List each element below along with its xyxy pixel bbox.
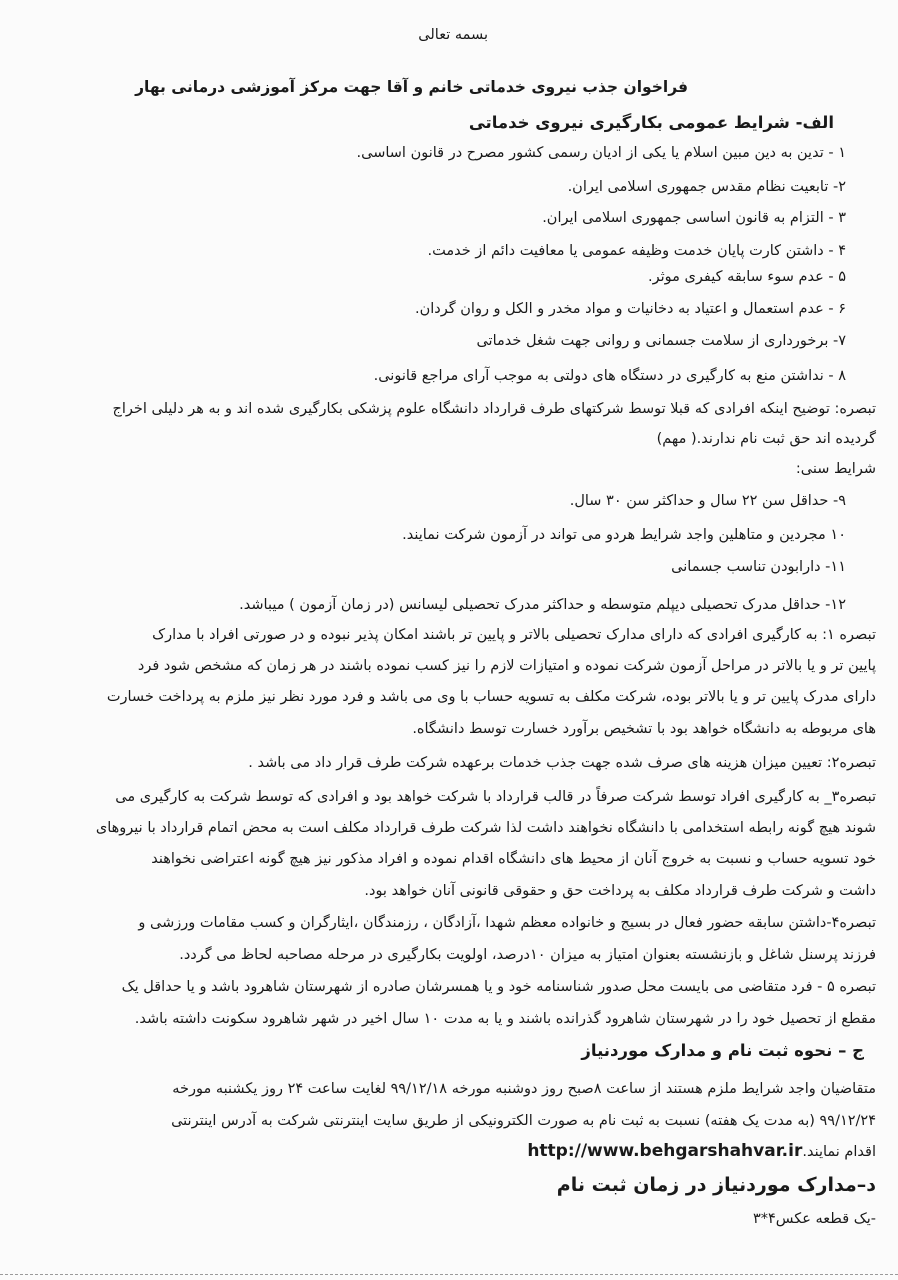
note-3-line-2: شوند هیچ گونه رابطه استخدامی با دانشگاه نخواهند داشت لذا شرکت طرف قرارداد مکلف است به محض اتمام قرارداد با نیروهای (95, 820, 876, 836)
condition-5: ۵ - عدم سوء سابقه کیفری موثر. (648, 269, 846, 285)
registration-line-1: متقاضیان واجد شرایط ملزم هستند از ساعت ۸صبح روز دوشنبه مورخه ۹۹/۱۲/۱۸ لغایت ساعت ۲۴ روز یکشنبه مورخه (172, 1081, 876, 1097)
note-3-line-1: تبصره۳_ به کارگیری افراد توسط شرکت صرفاً در قالب قرارداد با شرکت خواهد بود و افرادی که توسط شرکت به کارگیری می (115, 789, 876, 805)
condition-8: ۸ - نداشتن منع به کارگیری در دستگاه های دولتی به موجب آرای مراجع قانونی. (373, 368, 846, 384)
note-3-line-4: داشت و شرکت طرف قرارداد مکلف به پرداخت حق و حقوقی قانونی آنان خواهد بود. (364, 883, 876, 899)
condition-9: ۹- حداقل سن ۲۲ سال و حداکثر سن ۳۰ سال. (569, 493, 846, 509)
section-d-heading: د–مدارک موردنیاز در زمان ثبت نام (556, 1174, 876, 1196)
page-title: فراخوان جذب نیروی خدماتی خانم و آقا جهت مرکز آموزشی درمانی بهار (135, 78, 688, 96)
note-2: تبصره۲: تعیین میزان هزینه های صرف شده جهت جذب خدمات برعهده شرکت طرف قرار داد می باشد . (248, 755, 876, 771)
note-a-line-1: تبصره: توضیح اینکه افرادی که قبلا توسط شرکتهای طرف قرارداد دانشگاه علوم پزشکی بکارگیری شده اند و به هر دلیلی اخراج (112, 401, 876, 417)
condition-2: ۲- تابعیت نظام مقدس جمهوری اسلامی ایران. (567, 179, 846, 195)
condition-12: ۱۲- حداقل مدرک تحصیلی دیپلم متوسطه و حداکثر مدرک تحصیلی لیسانس (در زمان آزمون ) میباشد. (239, 597, 846, 613)
condition-1: ۱ - تدین به دین مبین اسلام یا یکی از ادیان رسمی کشور مصرح در قانون اساسی. (356, 145, 846, 161)
registration-tail: اقدام نمایند. (802, 1144, 876, 1160)
note-1-line-2: پایین تر و یا بالاتر در مراحل آزمون شرکت نموده و امتیازات لازم را نیز کسب نموده باشند در هر زمان که مشخص شود فرد (137, 658, 876, 674)
page-edge-divider (0, 1274, 898, 1277)
basmala: بسمه تعالی (418, 27, 488, 43)
registration-line-2: ۹۹/۱۲/۲۴ (به مدت یک هفته) نسبت به ثبت نام به صورت الکترونیکی از طریق سایت اینترنتی شرکت به آدرس اینترنتی (171, 1113, 876, 1129)
note-3-line-3: خود تسویه حساب و نسبت به خروج آنان از محیط های دانشگاه اقدام نموده و افراد مذکور نیز هیچ گونه اعتراضی نخواهند (151, 851, 876, 867)
note-4-line-1: تبصره۴-داشتن سابقه حضور فعال در بسیج و خانواده معظم شهدا ،آزادگان ، رزمندگان ،ایثارگران و کسب مقامات ورزشی و (138, 915, 876, 931)
condition-10: ۱۰ مجردین و متاهلین واجد شرایط هردو می تواند در آزمون شرکت نمایند. (402, 527, 846, 543)
note-1-line-1: تبصره ۱: به کارگیری افرادی که دارای مدارک تحصیلی بالاتر و پایین تر باشند امکان پذیر نبوده و در صورتی افراد با مدارک (152, 627, 876, 643)
note-4-line-2: فرزند پرسنل شاغل و بازنشسته بعنوان امتیاز به میزان ۱۰درصد، اولویت بکارگیری در مرحله مصاحبه لحاظ می گردد. (179, 947, 876, 963)
note-5-line-1: تبصره ۵ - فرد متقاضی می بایست محل صدور شناسنامه خود و یا همسرشان صادره از شهرستان شاهرود باشد و یا حداقل یک (121, 979, 876, 995)
note-a-line-2: گردیده اند حق ثبت نام ندارند.( مهم) (656, 431, 876, 447)
section-c-heading: ج – نحوه ثبت نام و مدارک موردنیاز (581, 1041, 864, 1060)
condition-4: ۴ - داشتن کارت پایان خدمت وظیفه عمومی یا معافیت دائم از خدمت. (427, 243, 846, 259)
condition-3: ۳ - التزام به قانون اساسی جمهوری اسلامی ایران. (542, 210, 846, 226)
required-document-1: -یک قطعه عکس۴*۳ (752, 1211, 876, 1227)
registration-line-3 (527, 1140, 876, 1163)
age-heading: شرایط سنی: (795, 461, 876, 477)
note-5-line-2: مقطع از تحصیل خود را در شهرستان شاهرود گذرانده باشند و یا به مدت ۱۰ سال اخیر در شهر شاهرود سکونت داشته باشد. (134, 1011, 876, 1027)
note-1-line-3: دارای مدرک پایین تر و یا بالاتر بوده، شرکت مکلف به تسویه حساب با وی می باشد و فرد مورد نظر نیز ملزم به پرداخت خسارت (106, 689, 876, 705)
condition-6: ۶ - عدم استعمال و اعتیاد به دخانیات و مواد مخدر و الکل و روان گردان. (415, 301, 846, 317)
condition-7: ۷- برخورداری از سلامت جسمانی و روانی جهت شغل خدماتی (476, 333, 846, 349)
section-a-heading: الف- شرایط عمومی بکارگیری نیروی خدماتی (468, 113, 834, 132)
registration-url-link[interactable]: http://www.behgarshahvar.ir (527, 1141, 803, 1161)
condition-11: ۱۱- دارابودن تناسب جسمانی (671, 559, 846, 575)
note-1-line-4: های مربوطه به دانشگاه خواهد بود با تشخیص برآورد خسارت توسط دانشگاه. (412, 721, 876, 737)
